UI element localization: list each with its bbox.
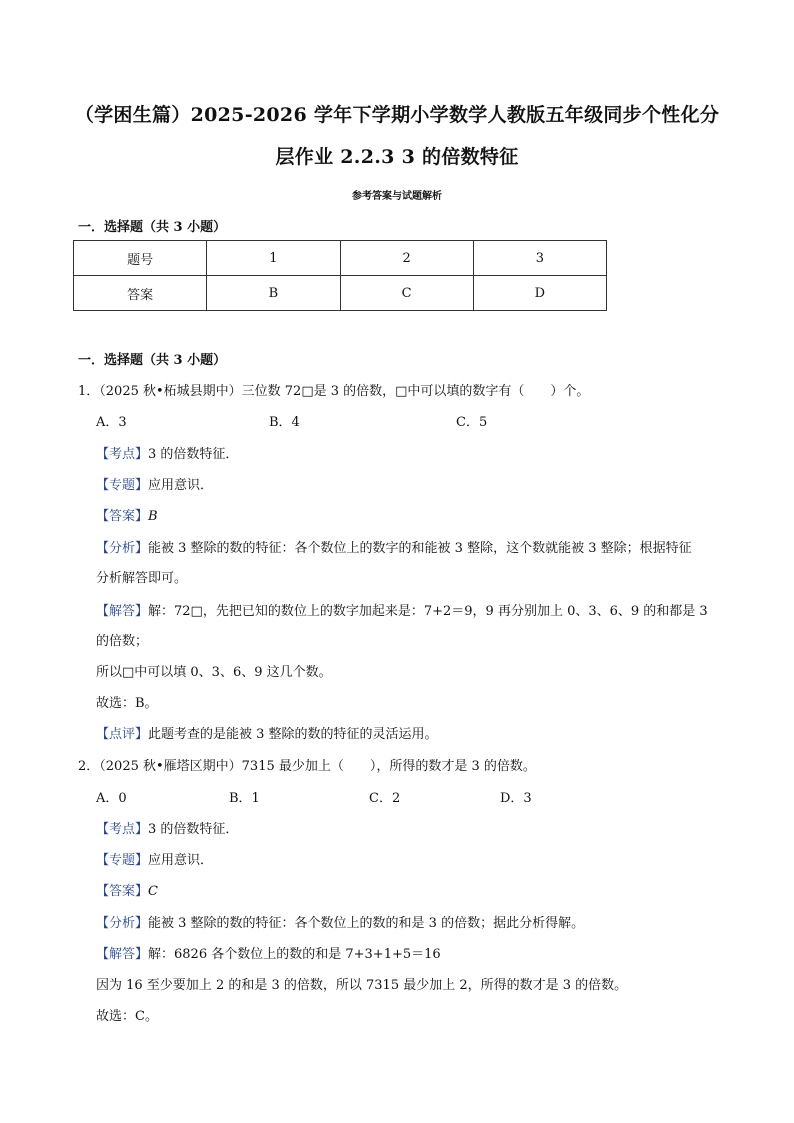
q1-jieda-text-3: 所以□中可以填 0、3、6、9 这几个数。 <box>96 665 332 680</box>
q2-jieda-text-2: 因为 16 至少要加上 2 的和是 3 的倍数，所以 7315 最少加上 2，所得的数才是 3 的倍数。 <box>96 978 628 993</box>
q2-daan <box>96 880 158 899</box>
q1-option-c: C．5 <box>456 415 488 430</box>
q1-fenxi-text-1: 能被 3 整除的数的特征：各个数位上的数字的和能被 3 整除，这个数就能被 3 整除；根据特征 <box>148 541 692 556</box>
table-cell: C <box>340 276 473 311</box>
q2-stem: 2．（2025 秋•雁塔区期中）7315 最少加上（ ），所得的数才是 3 的倍数。 <box>78 759 536 774</box>
table-cell: B <box>207 276 340 311</box>
detail-section-heading: 一．选择题（共 3 小题） <box>78 353 227 368</box>
q2-option-d: D．3 <box>500 791 532 806</box>
q1-jieda-text-4: 故选：B。 <box>96 696 158 711</box>
q2-kaodian-text: 3 的倍数特征． <box>148 822 239 837</box>
table-cell: 答案 <box>74 276 207 311</box>
q2-fenxi-text-1: 能被 3 整除的数的特征：各个数位上的数的和是 3 的倍数；据此分析得解。 <box>148 916 585 931</box>
table-cell: D <box>473 276 606 311</box>
q2-kaodian <box>96 818 238 837</box>
q2-fenxi <box>96 912 584 931</box>
q2-daan-text: C <box>148 884 158 899</box>
table-cell: 2 <box>340 241 473 276</box>
table-row <box>74 276 607 311</box>
answer-table <box>73 240 607 311</box>
q1-stem: 1．（2025 秋•柘城县期中）三位数 72□是 3 的倍数，□中可以填的数字有（ ）个。 <box>78 384 590 399</box>
page-title-line-2: 层作业 2.2.3 3 的倍数特征 <box>275 146 519 168</box>
q2-jieda-text-1: 解：6826 各个数位上的数的和是 7+3+1+5＝16 <box>148 947 441 962</box>
q1-zhuanti-text: 应用意识． <box>148 478 214 493</box>
q1-daan-text: B <box>148 509 158 524</box>
table-row <box>74 241 607 276</box>
page-title-line-1: （学困生篇）2025-2026 学年下学期小学数学人教版五年级同步个性化分 <box>74 104 720 126</box>
q2-zhuanti-label: 【专题】 <box>96 853 149 868</box>
q2-zhuanti <box>96 849 213 868</box>
q1-fenxi-text-2: 分析解答即可。 <box>96 571 188 586</box>
q1-zhuanti-label: 【专题】 <box>96 478 149 493</box>
q1-kaodian-text: 3 的倍数特征． <box>148 447 239 462</box>
q1-fenxi-label: 【分析】 <box>96 541 149 556</box>
q2-daan-label: 【答案】 <box>96 884 149 899</box>
q2-option-a: A．0 <box>96 791 127 806</box>
q1-dianping-label: 【点评】 <box>96 727 149 742</box>
q2-jieda-label: 【解答】 <box>96 947 149 962</box>
table-cell: 1 <box>207 241 340 276</box>
table-cell: 题号 <box>74 241 207 276</box>
q2-zhuanti-text: 应用意识． <box>148 853 214 868</box>
q2-jieda <box>96 943 441 962</box>
q1-option-b: B．4 <box>269 415 300 430</box>
q1-daan <box>96 505 158 524</box>
q2-option-c: C．2 <box>369 791 401 806</box>
q1-daan-label: 【答案】 <box>96 509 149 524</box>
q1-kaodian-label: 【考点】 <box>96 447 149 462</box>
q1-jieda-text-2: 的倍数； <box>96 634 149 649</box>
q2-fenxi-label: 【分析】 <box>96 916 149 931</box>
q1-jieda-label: 【解答】 <box>96 604 149 619</box>
answer-section-heading: 一．选择题（共 3 小题） <box>78 220 227 235</box>
q1-option-a: A．3 <box>96 415 127 430</box>
q1-jieda-text-1: 解：72□，先把已知的数位上的数字加起来是：7+2＝9，9 再分别加上 0、3、6、9 的和都是 3 <box>148 604 708 619</box>
q2-option-b: B．1 <box>229 791 260 806</box>
table-cell: 3 <box>473 241 606 276</box>
q1-fenxi <box>96 537 692 556</box>
q1-dianping <box>96 723 438 742</box>
q1-kaodian <box>96 443 238 462</box>
q1-jieda <box>96 600 708 619</box>
page-subtitle: 参考答案与试题解析 <box>352 191 442 202</box>
q1-zhuanti <box>96 474 213 493</box>
q2-jieda-text-3: 故选：C。 <box>96 1009 158 1024</box>
q1-dianping-text: 此题考查的是能被 3 整除的数的特征的灵活运用。 <box>148 727 438 742</box>
q2-kaodian-label: 【考点】 <box>96 822 149 837</box>
